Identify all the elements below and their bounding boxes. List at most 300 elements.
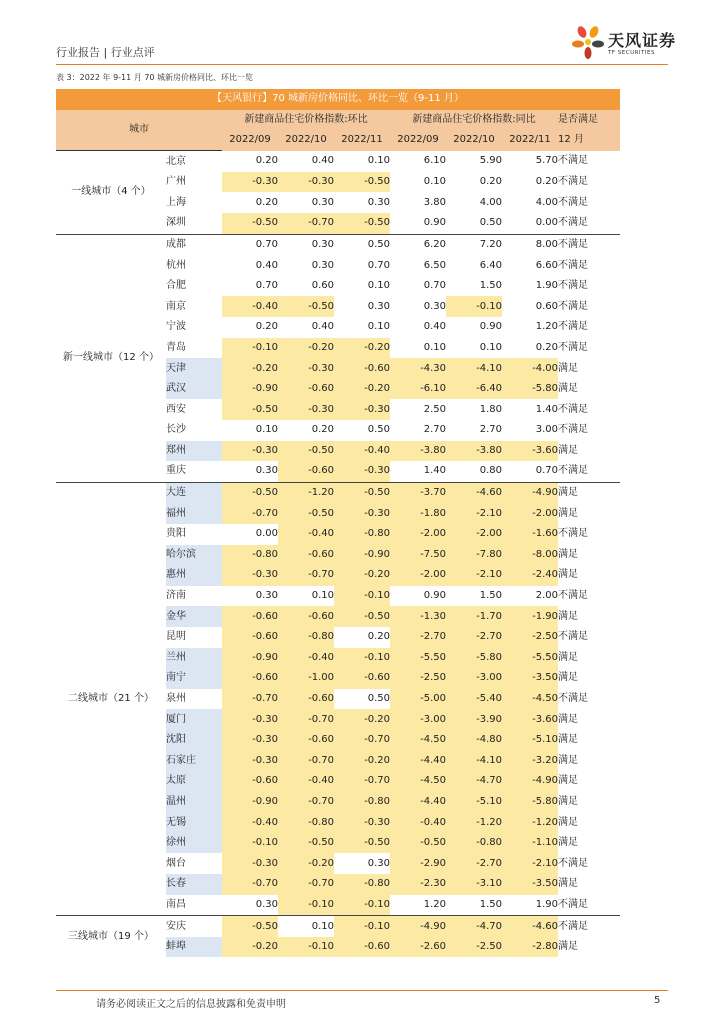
header-divider xyxy=(56,64,668,65)
mom-value: 0.10 xyxy=(334,276,390,297)
yoy-value: -2.50 xyxy=(446,937,502,958)
mom-value: -0.30 xyxy=(278,399,334,420)
mom-value: -0.50 xyxy=(222,482,278,503)
city-name: 徐州 xyxy=(166,833,222,854)
mom-value: -0.50 xyxy=(334,833,390,854)
mom-value: -0.20 xyxy=(222,358,278,379)
mom-value: -0.50 xyxy=(334,172,390,193)
status-value: 满足 xyxy=(558,941,578,953)
mom-value: 0.60 xyxy=(278,276,334,297)
status-value: 满足 xyxy=(558,816,578,828)
city-name: 济南 xyxy=(166,590,186,602)
yoy-value: -4.30 xyxy=(390,358,446,379)
mom-value: -1.20 xyxy=(278,482,334,503)
mom-value: -0.30 xyxy=(222,751,278,772)
city-name: 昆明 xyxy=(166,631,186,643)
status-value: 不满足 xyxy=(558,920,588,932)
mom-value: -0.10 xyxy=(222,338,278,359)
mom-value: 0.20 xyxy=(278,420,334,441)
mom-value: -0.30 xyxy=(222,709,278,730)
yoy-value: -1.30 xyxy=(390,606,446,627)
yoy-value: 5.70 xyxy=(502,151,558,172)
mom-value: 0.70 xyxy=(222,234,278,255)
mom-value: -0.20 xyxy=(278,338,334,359)
status-value: 不满足 xyxy=(558,213,620,234)
yoy-value: 3.80 xyxy=(390,192,446,213)
status-value: 不满足 xyxy=(558,176,588,188)
month-header: 2022/09 xyxy=(222,130,278,151)
yoy-value: -2.60 xyxy=(390,937,446,958)
yoy-value: 7.20 xyxy=(446,234,502,255)
yoy-value: -2.00 xyxy=(446,524,502,545)
yoy-value: -7.80 xyxy=(446,545,502,566)
yoy-value: -3.00 xyxy=(446,668,502,689)
mom-value: -0.40 xyxy=(334,441,390,462)
mom-value: -0.60 xyxy=(278,730,334,751)
mom-value: 0.30 xyxy=(334,296,390,317)
city-name: 蚌埠 xyxy=(166,937,222,958)
city-name: 哈尔滨 xyxy=(166,545,222,566)
yoy-value: -3.80 xyxy=(390,441,446,462)
mom-value: -0.10 xyxy=(334,916,390,937)
mom-value: -0.10 xyxy=(278,937,334,958)
yoy-value: 0.20 xyxy=(446,172,502,193)
yoy-value: 0.10 xyxy=(390,172,446,193)
status-value: 不满足 xyxy=(558,280,588,292)
mom-value: 0.30 xyxy=(222,586,278,607)
yoy-value: -2.10 xyxy=(446,565,502,586)
mom-value: 0.50 xyxy=(334,420,390,441)
logo-text-en: TF SECURITIES xyxy=(608,50,655,56)
yoy-value: -5.10 xyxy=(502,730,558,751)
yoy-value: -4.50 xyxy=(390,730,446,751)
yoy-value: -4.40 xyxy=(390,751,446,772)
status-value: 满足 xyxy=(558,878,578,890)
tier-label: 一线城市（4 个） xyxy=(56,151,166,234)
yoy-value: -4.00 xyxy=(502,358,558,379)
mom-value: -0.50 xyxy=(278,833,334,854)
mom-value: -0.30 xyxy=(222,172,278,193)
table-caption: 表 3：2022 年 9-11 月 70 城新房价格同比、环比一览 xyxy=(56,73,254,82)
mom-value: -0.30 xyxy=(334,399,390,420)
city-name: 宁波 xyxy=(166,321,186,333)
yoy-value: 0.30 xyxy=(390,296,446,317)
mom-value: -0.50 xyxy=(278,503,334,524)
city-name: 青岛 xyxy=(166,341,186,353)
mom-value: -0.30 xyxy=(278,172,334,193)
yoy-value: -2.00 xyxy=(502,503,558,524)
mom-value: -1.00 xyxy=(278,668,334,689)
mom-value: -0.20 xyxy=(334,379,390,400)
mom-value: -0.60 xyxy=(334,668,390,689)
yoy-value: -6.40 xyxy=(446,379,502,400)
yoy-value: -4.40 xyxy=(390,792,446,813)
yoy-value: -2.50 xyxy=(390,668,446,689)
mom-value: -0.60 xyxy=(278,379,334,400)
yoy-value: -4.10 xyxy=(446,751,502,772)
city-name: 石家庄 xyxy=(166,751,222,772)
month-header: 2022/10 xyxy=(278,130,334,151)
yoy-value: -8.00 xyxy=(502,545,558,566)
city-name: 金华 xyxy=(166,606,222,627)
yoy-group-header: 新建商品住宅价格指数:同比 xyxy=(390,110,558,131)
mom-value: -0.90 xyxy=(222,648,278,669)
city-name: 太原 xyxy=(166,771,222,792)
yoy-value: -1.60 xyxy=(502,524,558,545)
yoy-value: -5.80 xyxy=(502,792,558,813)
status-value: 满足 xyxy=(558,507,578,519)
mom-value: -0.70 xyxy=(278,213,334,234)
city-name: 武汉 xyxy=(166,379,222,400)
yoy-value: 1.20 xyxy=(502,317,558,338)
yoy-value: -0.40 xyxy=(390,812,446,833)
city-name: 南昌 xyxy=(166,895,222,916)
yoy-value: -1.20 xyxy=(446,812,502,833)
mom-value: -0.60 xyxy=(222,627,278,648)
logo-text-cn: 天风证券 xyxy=(608,31,677,50)
mom-value: 0.50 xyxy=(334,234,390,255)
yoy-value: 0.20 xyxy=(502,172,558,193)
mom-value: -0.60 xyxy=(278,461,334,482)
status-value: 满足 xyxy=(558,548,578,560)
table-row xyxy=(56,234,620,255)
mom-value: 0.10 xyxy=(334,317,390,338)
city-name: 南京 xyxy=(166,300,186,312)
mom-value: -0.60 xyxy=(278,606,334,627)
yoy-value: 0.70 xyxy=(502,461,558,482)
status-subheader: 12 月 xyxy=(558,130,620,151)
yoy-value: -5.00 xyxy=(390,689,446,710)
yoy-value: -2.70 xyxy=(390,627,446,648)
city-name: 深圳 xyxy=(166,213,222,234)
yoy-value: 0.90 xyxy=(446,317,502,338)
status-value: 满足 xyxy=(558,651,578,663)
mom-value: 0.40 xyxy=(222,255,278,276)
table-row xyxy=(56,151,620,172)
mom-value: 0.00 xyxy=(222,524,278,545)
city-name: 无锡 xyxy=(166,812,222,833)
mom-value: -0.80 xyxy=(334,524,390,545)
yoy-value: 3.00 xyxy=(502,420,558,441)
status-value: 不满足 xyxy=(558,341,588,353)
status-value: 不满足 xyxy=(558,528,588,540)
status-value: 不满足 xyxy=(558,321,588,333)
city-column-header: 城市 xyxy=(56,110,222,151)
mom-value: -0.40 xyxy=(222,296,278,317)
yoy-value: -2.70 xyxy=(446,853,502,874)
yoy-value: 0.10 xyxy=(446,338,502,359)
mom-value: -0.20 xyxy=(334,338,390,359)
mom-value: 0.30 xyxy=(222,895,278,916)
mom-value: -0.60 xyxy=(278,545,334,566)
status-value: 满足 xyxy=(558,610,578,622)
yoy-value: -4.80 xyxy=(446,730,502,751)
yoy-value: 2.70 xyxy=(446,420,502,441)
table-row xyxy=(56,916,620,937)
yoy-value: 0.40 xyxy=(390,317,446,338)
city-name: 惠州 xyxy=(166,565,222,586)
yoy-value: -4.90 xyxy=(502,482,558,503)
mom-value: 0.10 xyxy=(222,420,278,441)
yoy-value: -0.80 xyxy=(446,833,502,854)
city-name: 天津 xyxy=(166,358,222,379)
mom-value: -0.70 xyxy=(278,874,334,895)
mom-value: -0.10 xyxy=(334,895,390,916)
month-header: 2022/11 xyxy=(502,130,558,151)
yoy-value: -4.60 xyxy=(502,916,558,937)
yoy-value: -3.60 xyxy=(502,709,558,730)
yoy-value: -3.00 xyxy=(390,709,446,730)
status-value: 满足 xyxy=(558,754,578,766)
mom-value: 0.30 xyxy=(278,192,334,213)
yoy-value: -2.30 xyxy=(390,874,446,895)
city-name: 兰州 xyxy=(166,648,222,669)
report-header-title: 行业报告 | 行业点评 xyxy=(56,46,155,59)
page-number: 5 xyxy=(654,995,661,1006)
mom-value: -0.70 xyxy=(334,771,390,792)
mom-value: -0.90 xyxy=(222,792,278,813)
status-value: 满足 xyxy=(558,837,578,849)
mom-value: -0.50 xyxy=(334,482,390,503)
tier-label: 三线城市（19 个） xyxy=(68,930,154,942)
mom-value: 0.20 xyxy=(334,627,390,648)
mom-value: -0.70 xyxy=(278,792,334,813)
yoy-value: 1.50 xyxy=(446,895,502,916)
mom-value: -0.70 xyxy=(278,709,334,730)
status-value: 不满足 xyxy=(558,857,588,869)
yoy-value: -3.50 xyxy=(502,668,558,689)
yoy-value: 4.00 xyxy=(502,192,558,213)
mom-value: -0.50 xyxy=(334,213,390,234)
mom-group-header: 新建商品住宅价格指数:环比 xyxy=(222,110,390,131)
yoy-value: -0.10 xyxy=(446,296,502,317)
mom-value: -0.20 xyxy=(334,709,390,730)
yoy-value: -2.00 xyxy=(390,524,446,545)
status-value: 不满足 xyxy=(558,259,588,271)
mom-value: 0.70 xyxy=(334,255,390,276)
mom-value: -0.70 xyxy=(222,874,278,895)
status-value: 满足 xyxy=(558,734,578,746)
status-value: 不满足 xyxy=(558,693,588,705)
tier-label: 新一线城市（12 个） xyxy=(56,234,166,482)
yoy-value: 0.90 xyxy=(390,586,446,607)
city-name: 南宁 xyxy=(166,668,222,689)
mom-value: -0.80 xyxy=(334,874,390,895)
yoy-value: -4.70 xyxy=(446,916,502,937)
mom-value: -0.30 xyxy=(334,503,390,524)
yoy-value: -4.70 xyxy=(446,771,502,792)
mom-value: -0.10 xyxy=(334,648,390,669)
status-value: 满足 xyxy=(558,383,578,395)
yoy-value: 1.40 xyxy=(502,399,558,420)
mom-value: -0.70 xyxy=(222,503,278,524)
city-name: 大连 xyxy=(166,482,222,503)
yoy-value: -0.50 xyxy=(390,833,446,854)
yoy-value: -3.20 xyxy=(502,751,558,772)
status-value: 不满足 xyxy=(558,590,588,602)
yoy-value: 6.20 xyxy=(390,234,446,255)
yoy-value: -3.10 xyxy=(446,874,502,895)
mom-value: -0.20 xyxy=(278,853,334,874)
mom-value: -0.70 xyxy=(278,565,334,586)
status-value: 满足 xyxy=(558,672,578,684)
yoy-value: 6.50 xyxy=(390,255,446,276)
status-value: 不满足 xyxy=(558,155,588,167)
yoy-value: 6.60 xyxy=(502,255,558,276)
yoy-value: -2.80 xyxy=(502,937,558,958)
mom-value: -0.50 xyxy=(222,399,278,420)
yoy-value: 1.20 xyxy=(390,895,446,916)
status-value: 满足 xyxy=(558,569,578,581)
yoy-value: -5.50 xyxy=(502,648,558,669)
yoy-value: 0.90 xyxy=(390,213,446,234)
yoy-value: 2.70 xyxy=(390,420,446,441)
mom-value: -0.30 xyxy=(222,853,278,874)
city-name: 合肥 xyxy=(166,280,186,292)
mom-value: -0.70 xyxy=(222,689,278,710)
mom-value: -0.10 xyxy=(222,833,278,854)
mom-value: -0.80 xyxy=(334,792,390,813)
mom-value: -0.40 xyxy=(278,648,334,669)
yoy-value: -4.50 xyxy=(502,689,558,710)
yoy-value: -2.10 xyxy=(502,853,558,874)
city-name: 温州 xyxy=(166,792,222,813)
status-value: 不满足 xyxy=(558,424,588,436)
mom-value: -0.60 xyxy=(222,606,278,627)
mom-value: -0.30 xyxy=(222,565,278,586)
city-name: 郑州 xyxy=(166,441,222,462)
status-value: 满足 xyxy=(558,775,578,787)
month-header: 2022/10 xyxy=(446,130,502,151)
mom-value: -0.30 xyxy=(278,358,334,379)
mom-value: -0.60 xyxy=(334,358,390,379)
mom-value: -0.50 xyxy=(222,916,278,937)
yoy-value: -5.80 xyxy=(446,648,502,669)
yoy-value: 0.00 xyxy=(502,213,558,234)
city-name: 杭州 xyxy=(166,259,186,271)
yoy-value: -2.40 xyxy=(502,565,558,586)
yoy-value: -4.90 xyxy=(502,771,558,792)
mom-value: 0.70 xyxy=(222,276,278,297)
month-header: 2022/09 xyxy=(390,130,446,151)
mom-value: -0.60 xyxy=(278,689,334,710)
status-value: 满足 xyxy=(558,487,578,499)
yoy-value: -3.80 xyxy=(446,441,502,462)
yoy-value: -5.40 xyxy=(446,689,502,710)
yoy-value: 1.50 xyxy=(446,276,502,297)
city-name: 北京 xyxy=(166,155,186,167)
status-header: 是否满足 xyxy=(558,110,620,131)
yoy-value: 6.10 xyxy=(390,151,446,172)
status-value: 不满足 xyxy=(558,196,588,208)
yoy-value: -5.10 xyxy=(446,792,502,813)
city-name: 厦门 xyxy=(166,709,222,730)
yoy-value: 2.00 xyxy=(502,586,558,607)
yoy-value: 1.90 xyxy=(502,276,558,297)
yoy-value: -4.50 xyxy=(390,771,446,792)
city-name: 广州 xyxy=(166,176,186,188)
status-value: 不满足 xyxy=(558,461,620,482)
mom-value: -0.50 xyxy=(222,213,278,234)
yoy-value: -3.50 xyxy=(502,874,558,895)
mom-value: 0.20 xyxy=(222,317,278,338)
city-name: 沈阳 xyxy=(166,730,222,751)
yoy-value: 1.40 xyxy=(390,461,446,482)
city-name: 西安 xyxy=(166,403,186,415)
mom-value: 0.40 xyxy=(278,151,334,172)
city-name: 成都 xyxy=(166,238,186,250)
mom-value: -0.50 xyxy=(278,296,334,317)
mom-value: -0.40 xyxy=(278,524,334,545)
mom-value: -0.30 xyxy=(222,730,278,751)
yoy-value: 4.00 xyxy=(446,192,502,213)
mom-value: -0.50 xyxy=(334,606,390,627)
mom-value: 0.30 xyxy=(222,461,278,482)
yoy-value: -2.70 xyxy=(446,627,502,648)
mom-value: -0.80 xyxy=(222,545,278,566)
table-row xyxy=(56,482,620,503)
yoy-value: -2.00 xyxy=(390,565,446,586)
footer-divider xyxy=(56,990,668,991)
table-title: 【天风银行】70 城新房价格同比、环比一览（9-11 月） xyxy=(56,89,620,110)
status-value: 满足 xyxy=(558,362,578,374)
company-logo xyxy=(572,24,682,64)
price-index-table xyxy=(56,89,620,957)
mom-value: -0.60 xyxy=(222,668,278,689)
mom-value: -0.60 xyxy=(222,771,278,792)
mom-value: -0.20 xyxy=(334,751,390,772)
mom-value: 0.40 xyxy=(278,317,334,338)
mom-value: -0.30 xyxy=(334,461,390,482)
mom-value: -0.40 xyxy=(222,812,278,833)
mom-value: -0.60 xyxy=(334,937,390,958)
mom-value: 0.30 xyxy=(334,853,390,874)
yoy-value: -5.80 xyxy=(502,379,558,400)
city-name: 福州 xyxy=(166,503,222,524)
yoy-value: -1.90 xyxy=(502,606,558,627)
mom-value: 0.30 xyxy=(278,255,334,276)
yoy-value: 0.20 xyxy=(502,338,558,359)
footer-disclaimer: 请务必阅读正文之后的信息披露和免责申明 xyxy=(96,999,286,1010)
status-value: 满足 xyxy=(558,713,578,725)
status-value: 不满足 xyxy=(558,895,620,916)
mom-value: 0.30 xyxy=(278,234,334,255)
status-value: 满足 xyxy=(558,795,578,807)
status-value: 不满足 xyxy=(558,403,588,415)
mom-value: -0.90 xyxy=(334,545,390,566)
city-name: 泉州 xyxy=(166,693,186,705)
yoy-value: 1.80 xyxy=(446,399,502,420)
city-name: 长春 xyxy=(166,874,222,895)
yoy-value: -7.50 xyxy=(390,545,446,566)
yoy-value: -2.10 xyxy=(446,503,502,524)
yoy-value: -3.70 xyxy=(390,482,446,503)
mom-value: -0.70 xyxy=(278,751,334,772)
yoy-value: 1.50 xyxy=(446,586,502,607)
mom-value: -0.20 xyxy=(334,565,390,586)
yoy-value: -6.10 xyxy=(390,379,446,400)
month-header: 2022/11 xyxy=(334,130,390,151)
mom-value: 0.10 xyxy=(334,151,390,172)
city-name: 上海 xyxy=(166,196,186,208)
yoy-value: 0.60 xyxy=(502,296,558,317)
mom-value: -0.80 xyxy=(278,812,334,833)
yoy-value: 5.90 xyxy=(446,151,502,172)
mom-value: -0.80 xyxy=(278,627,334,648)
status-value: 不满足 xyxy=(558,631,588,643)
mom-value: 0.10 xyxy=(278,586,334,607)
yoy-value: -2.50 xyxy=(502,627,558,648)
